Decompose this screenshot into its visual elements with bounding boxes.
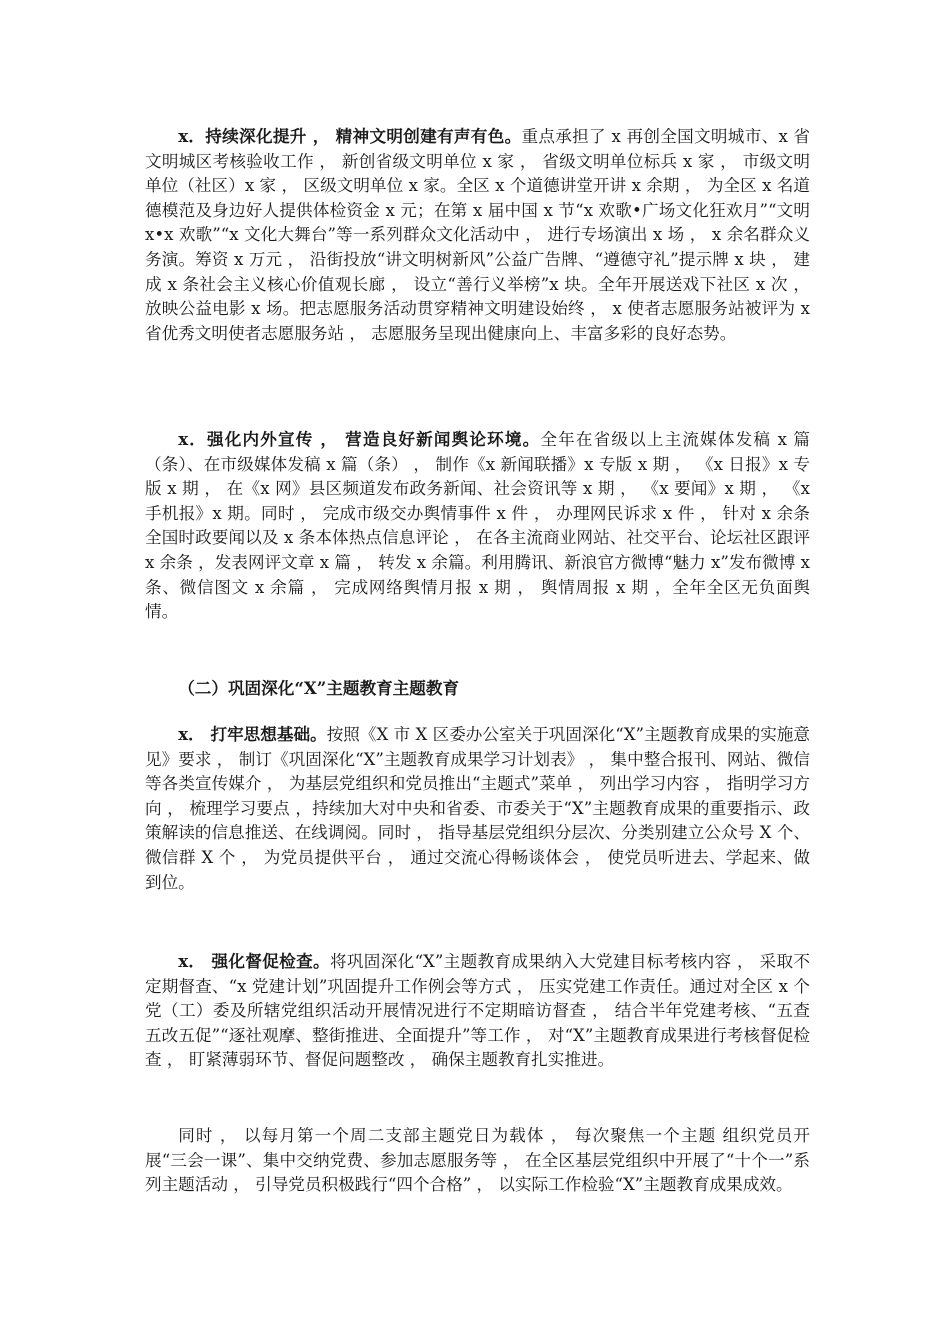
paragraph-civilization	[145, 124, 810, 346]
paragraph-lead: x． 强化督促检查。	[178, 951, 330, 971]
paragraph-lead: x．强化内外宣传 ， 营造良好新闻舆论环境。	[178, 429, 541, 449]
paragraph-ideology	[145, 722, 810, 895]
paragraph-party-day	[145, 1124, 810, 1198]
paragraph-body: 同时 ， 以每月第一个周二支部主题党日为载体 ， 每次聚焦一个主题 组织党员开展“三会一课”、集中交纳党费、参加志愿服务等 ， 在全区基层党组织中开展了“十个一”系列主题活动 ， 引导党员积极践行“四个合格” ， 以实际工作检验“X”主题教育成果成效。	[145, 1126, 810, 1195]
paragraph-supervision	[145, 949, 810, 1073]
paragraph-publicity	[145, 427, 810, 625]
paragraph-body: 重点承担了 x 再创全国文明城市、x 省文明城区考核验收工作 ， 新创省级文明单位 x 家 ， 省级文明单位标兵 x 家 ， 市级文明单位（社区）x 家 ， 区级文明单位 x 家。全区 x 个道德讲堂开讲 x 余期 ， 为全区 x 名道德模范及身边好人提供体检资金 x 元；在第 x 届中国 x 节“x 欢歌•广场文化狂欢月”“文明 x•x 欢歌”“x 文化大舞台”等一系列群众文化活动中 ， 进行专场演出 x 场 ， x 余名群众义务演。筹资 x 万元 ， 沿街投放“讲文明树新风”公益广告牌、“遵德守礼”提示牌 x 块 ， 建成 x 条社会主义核心价值观长廊 ， 设立“善行义举榜”x 块。全年开展送戏下社区 x 次 ， 放映公益电影 x 场。把志愿服务活动贯穿精神文明建设始终 ， x 使者志愿服务站被评为 x 省优秀文明使者志愿服务站 ， 志愿服务呈现出健康向上、丰富多彩的良好态势。	[145, 127, 810, 343]
paragraph-body: 全年在省级以上主流媒体发稿 x 篇（条）、在市级媒体发稿 x 篇（条） ， 制作《x 新闻联播》x 专版 x 期 ， 《x 日报》x 专版 x 期 ， 在《x 网》县区频道发布政务新闻、社会资讯等 x 期 ， 《x 要闻》x 期 ， 《x 手机报》x 期。同时 ， 完成市级交办舆情事件 x 件 ， 办理网民诉求 x 件 ， 针对 x 余条全国时政要闻以及 x 条本体热点信息评论 ， 在各主流商业网站、社交平台、论坛社区跟评 x 余条 ，发表网评文章 x 篇 ， 转发 x 余篇。利用腾讯、新浪官方微博“魅力 x”发布微博 x 条、微信图文 x 余篇 ， 完成网络舆情月报 x 期 ， 舆情周报 x 期 ，全年全区无负面舆情。	[145, 430, 810, 622]
paragraph-body: 将巩固深化“X”主题教育成果纳入大党建目标考核内容 ， 采取不定期督查、“x 党建计划”巩固提升工作例会等方式 ， 压实党建工作责任。通过对全区 x 个党（工）委及所辖党组织活动开展情况进行不定期暗访督查 ， 结合半年党建考核、“五查五改五促”“逐社观摩、整街推进、全面提升”等工作 ， 对“X”主题教育成果进行考核督促检查 ， 盯紧薄弱环节、督促问题整改 ， 确保主题教育扎实推进。	[145, 952, 811, 1070]
paragraph-lead: x． 打牢思想基础。	[178, 724, 327, 744]
paragraph-body: 按照《X 市 X 区委办公室关于巩固深化“X”主题教育成果的实施意见》要求 ， 制订《巩固深化“X”主题教育成果学习计划表》 ， 集中整合报刊、网站、微信等各类宣传媒介 ， 为基层党组织和党员推出“主题式”菜单 ， 列出学习内容 ， 指明学习方向 ， 梳理学习要点 ，持续加大对中央和省委、市委关于“X”主题教育成果的重要指示、政策解读的信息推送、在线调阅。同时 ， 指导基层党组织分层次、分类别建立公众号 X 个、微信群 X 个 ， 为党员提供平台 ， 通过交流心得畅谈体会 ， 使党员听进去、学起来、做到位。	[145, 725, 811, 892]
paragraph-lead: x．持续深化提升 ， 精神文明创建有声有色。	[178, 126, 522, 146]
section-heading: （二）巩固深化“X”主题教育主题教育	[178, 678, 460, 698]
